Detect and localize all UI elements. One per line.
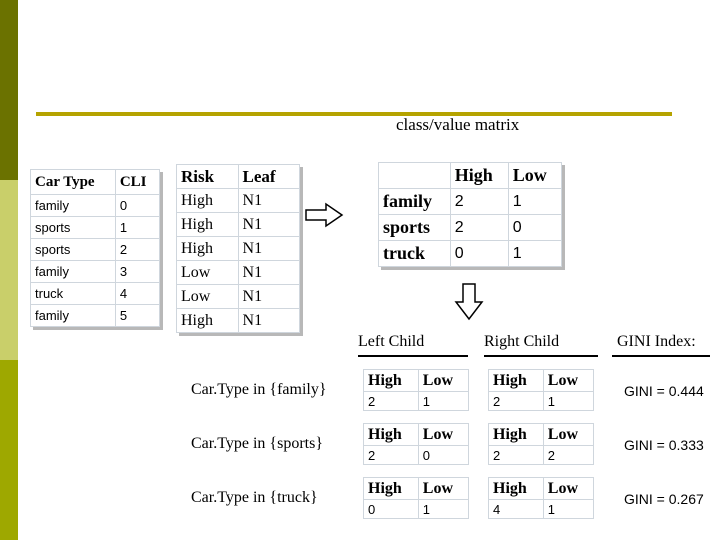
table-row — [177, 285, 300, 309]
table-cell: 2 — [489, 392, 544, 411]
column-header: CLI — [115, 170, 159, 195]
table-row — [31, 283, 160, 305]
table-cell: 0 — [418, 446, 468, 465]
right-child-header: Right Child — [484, 333, 560, 350]
table-cell: 3 — [115, 261, 159, 283]
accent-bar-top — [0, 0, 18, 180]
matrix-row — [379, 241, 562, 267]
table-cell: 2 — [364, 392, 419, 411]
gini-value: GINI = 0.267 — [624, 491, 704, 507]
column-header: Low — [543, 424, 593, 446]
table-cell: 2 — [489, 446, 544, 465]
left-child-underline — [358, 355, 468, 357]
column-header: Low — [543, 370, 593, 392]
matrix-title: class/value matrix — [396, 115, 520, 134]
matrix-row — [379, 215, 562, 241]
gini-index-header: GINI Index: — [617, 333, 696, 350]
matrix-cell: 1 — [508, 241, 561, 267]
right-child-table — [488, 423, 594, 465]
table-cell: sports — [31, 239, 116, 261]
car-type-table — [30, 169, 160, 327]
column-header: Low — [418, 370, 468, 392]
left-child-table — [363, 423, 469, 465]
column-header: High — [489, 370, 544, 392]
table-cell: 4 — [489, 500, 544, 519]
table-cell: N1 — [238, 261, 299, 285]
table-cell: 4 — [115, 283, 159, 305]
table-cell: High — [177, 309, 239, 333]
table-cell: sports — [31, 217, 116, 239]
table-cell: N1 — [238, 285, 299, 309]
table-row — [31, 305, 160, 327]
table-cell: 0 — [364, 500, 419, 519]
column-header: Low — [418, 478, 468, 500]
table-cell: High — [177, 213, 239, 237]
table-cell: truck — [31, 283, 116, 305]
table-row — [177, 309, 300, 333]
table-row — [177, 261, 300, 285]
table-cell: 1 — [543, 500, 593, 519]
table-cell: family — [31, 261, 116, 283]
right-arrow-icon — [304, 202, 344, 228]
row-label: truck — [379, 241, 451, 267]
table-cell: family — [31, 305, 116, 327]
accent-bar-bottom — [0, 360, 18, 540]
right-child-table — [488, 477, 594, 519]
column-header: Risk — [177, 165, 239, 189]
column-header: High — [364, 478, 419, 500]
table-cell: N1 — [238, 237, 299, 261]
split-label: Car.Type in {family} — [191, 381, 327, 398]
column-header: High — [489, 478, 544, 500]
left-child-table — [363, 369, 469, 411]
table-cell: 5 — [115, 305, 159, 327]
table-cell: High — [177, 189, 239, 213]
table-row — [177, 189, 300, 213]
matrix-cell: 0 — [450, 241, 508, 267]
left-child-header: Left Child — [358, 333, 425, 350]
table-row — [31, 261, 160, 283]
accent-bar-middle — [0, 180, 18, 360]
matrix-corner — [379, 163, 451, 189]
gini-value: GINI = 0.444 — [624, 383, 704, 399]
matrix-cell: 1 — [508, 189, 561, 215]
table-cell: family — [31, 195, 116, 217]
table-row — [31, 217, 160, 239]
table-cell: 1 — [418, 392, 468, 411]
risk-leaf-table — [176, 164, 300, 333]
matrix-cell: 0 — [508, 215, 561, 241]
gini-index-underline — [612, 355, 710, 357]
gini-value: GINI = 0.333 — [624, 437, 704, 453]
table-cell: 1 — [115, 217, 159, 239]
column-header: Low — [418, 424, 468, 446]
split-label: Car.Type in {sports} — [191, 435, 324, 452]
left-child-table — [363, 477, 469, 519]
column-header: High — [489, 424, 544, 446]
table-cell: Low — [177, 285, 239, 309]
column-header: Leaf — [238, 165, 299, 189]
column-header: Low — [543, 478, 593, 500]
table-cell: 2 — [364, 446, 419, 465]
down-arrow-icon — [454, 282, 484, 322]
table-cell: High — [177, 237, 239, 261]
table-cell: 0 — [115, 195, 159, 217]
title-rule — [36, 112, 672, 116]
table-cell: N1 — [238, 309, 299, 333]
column-header: High — [450, 163, 508, 189]
table-row — [31, 195, 160, 217]
row-label: sports — [379, 215, 451, 241]
column-header: High — [364, 370, 419, 392]
table-cell: 2 — [115, 239, 159, 261]
table-cell: 1 — [418, 500, 468, 519]
matrix-row — [379, 189, 562, 215]
matrix-cell: 2 — [450, 215, 508, 241]
column-header: Low — [508, 163, 561, 189]
table-cell: 2 — [543, 446, 593, 465]
split-label: Car.Type in {truck} — [191, 489, 318, 506]
row-label: family — [379, 189, 451, 215]
table-row — [177, 237, 300, 261]
table-cell: 1 — [543, 392, 593, 411]
table-cell: N1 — [238, 189, 299, 213]
class-value-matrix — [378, 162, 562, 267]
table-cell: Low — [177, 261, 239, 285]
right-child-underline — [484, 355, 598, 357]
column-header: Car Type — [31, 170, 116, 195]
table-row — [31, 239, 160, 261]
table-row — [177, 213, 300, 237]
column-header: High — [364, 424, 419, 446]
table-cell: N1 — [238, 213, 299, 237]
right-child-table — [488, 369, 594, 411]
matrix-cell: 2 — [450, 189, 508, 215]
